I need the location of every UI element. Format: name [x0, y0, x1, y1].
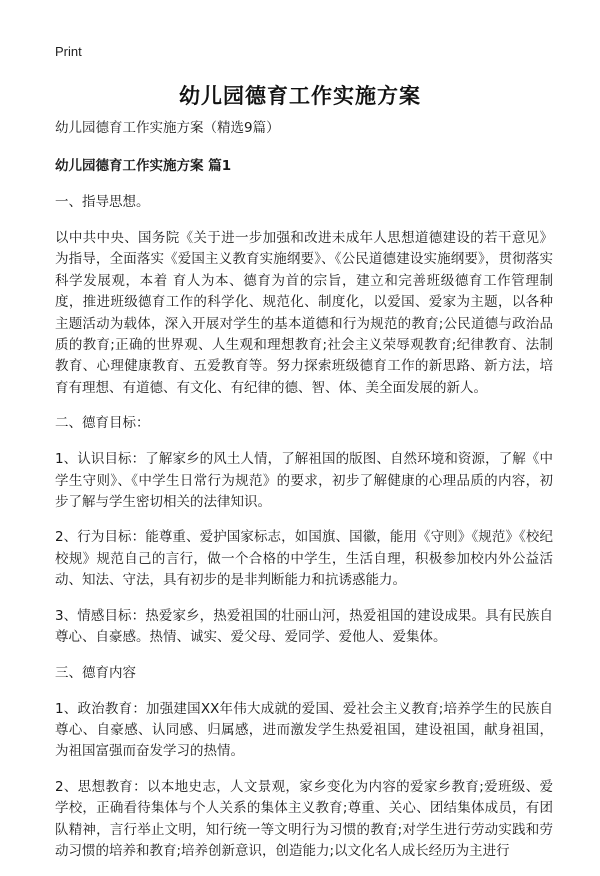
paragraph-guiding-ideology: 以中共中央、国务院《关于进一步加强和改进未成年人思想道德建设的若干意见》为指导，全面落实《爱国主义教育实施纲要》、《公民道德建设实施纲要》，贯彻落实科学发展观，本着 育人为本、德育为首的宗旨，建立和完善班级德育工作管理制度，推进班级德育工作的科学化、规范化、制度化，以爱国、爱家为主题，以各种主题活动为载体，深入开展对学生的基本道德和行为规范的教育;公民道德与政治品质的教育;正确的世界观、人生观和理想教育;社会主义荣辱观教育;纪律教育、法制教育、心理健康教育、五爱教育等。努力探索班级德育工作的新思路、新方法，培育有理想、有道德、有文化、有纪律的德、智、体、美全面发展的新人。: [55, 230, 553, 396]
document-subtitle: 幼儿园德育工作实施方案（精选9篇）: [55, 120, 280, 136]
paragraph-emotion-goal: 3、情感目标：热爱家乡，热爱祖国的壮丽山河，热爱祖国的建设成果。具有民族自尊心、自豪感。热情、诚实、爱父母、爱同学、爱他人、爱集体。: [55, 607, 553, 646]
heading-guiding-ideology: 一、指导思想。: [55, 194, 150, 210]
heading-moral-goals: 二、德育目标：: [55, 415, 150, 432]
paragraph-political-education: 1、政治教育：加强建国XX年伟大成就的爱国、爱社会主义教育;培养学生的民族自尊心、自豪感、认同感、归属感，进而激发学生热爱祖国，建设祖国，献身祖国，为祖国富强而奋发学习的热情。: [55, 700, 553, 760]
section-title: 幼儿园德育工作实施方案 篇1: [55, 158, 232, 174]
print-label[interactable]: Print: [55, 44, 82, 59]
paragraph-ideological-education: 2、思想教育：以本地史志，人文景观，家乡变化为内容的爱家乡教育;爱班级、爱学校，正确看待集体与个人关系的集体主义教育;尊重、关心、团结集体成员，有团队精神，言行举止文明，知行统一等文明行为习惯的教育;对学生进行劳动实践和劳动习惯的培养和教育;培养创新意识，创造能力;以文化名人成长经历为主进行: [55, 778, 553, 859]
document-body: [55, 118, 553, 876]
document-title: 幼儿园德育工作实施方案: [179, 84, 421, 108]
paragraph-cognitive-goal: 1、认识目标：了解家乡的风土人情，了解祖国的版图、自然环境和资源，了解《中学生守则》、《中学生日常行为规范》的要求，初步了解健康的心理品质的内容，初步了解与学生密切相关的法律知识。: [55, 451, 553, 511]
paragraph-behavior-goal: 2、行为目标：能尊重、爱护国家标志，如国旗、国徽，能用《守则》《规范》《校纪校规》规范自己的言行，做一个合格的中学生，生活自理，积极参加校内外公益活动、知法、守法，具有初步的是非判断能力和抗诱惑能力。: [55, 529, 553, 589]
heading-moral-content: 三、德育内容: [55, 664, 136, 681]
